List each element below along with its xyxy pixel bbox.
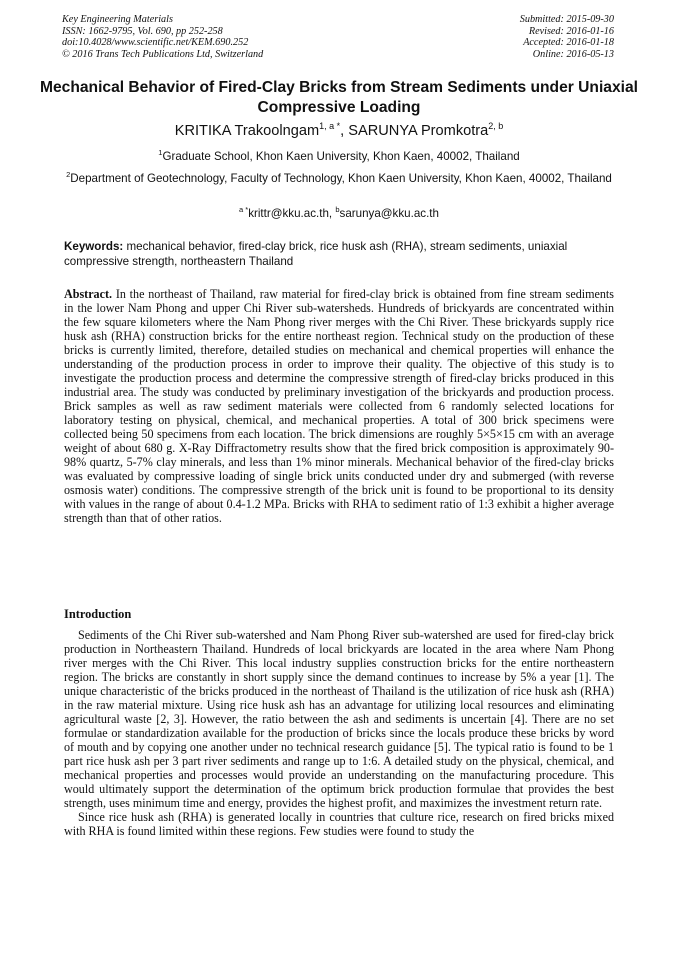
- author-1: KRITIKA Trakoolngam: [174, 123, 320, 139]
- affiliation-2-text: Department of Geotechnology, Faculty of Technology, Khon Kaen University, Khon Kaen, 40002, Thailand: [70, 172, 612, 185]
- online-date: Online: 2016-05-13: [532, 48, 614, 60]
- abstract-text: In the northeast of Thailand, raw material for fired-clay brick is obtained from fine stream sediments in the lower Nam Phong and upper Chi River sub-watersheds. Hundreds of brickyards are concentrated within the few square kilometers where the Nam Phong river merges with the Chi River. These brickyards supply rice husk ash (RHA) construction bricks for the entire northeast region. Technical study on the production of these bricks is currently limited, therefore, detailed studies on mechanical and chemical properties will enhance the understanding of the production process in order to improve their quality. The objective of this study is to investigate the production process and determine the compressive strength of fired-clay bricks produced in this industrial area. The study was conducted by preliminary investigation of the brickyards and production process. Brick samples as well as raw sediment materials were collected from 6 randomly selected locations for laboratory testing on physical, chemical, and mechanical properties. A total of 300 brick specimens were collected being 50 specimens from each location. The brick dimensions are roughly 5×5×15 cm with an average weight of about 680 g. X-Ray Diffractometry results show that the fired brick composition is approximately 90-98% quartz, 5-7% clay minerals, and less than 1% minor minerals. Mechanical behavior of the fired-clay bricks was evaluated by compressive loading of single brick units conducted under dry and submerged (with reverse osmosis water) conditions. The compressive strength of the brick unit is found to be proportional to its density with values in the range of about 0.4-1.2 MPa. Bricks with RHA to sediment ratio of 1:3 exhibit a higher average strength than that of other ratios.: [64, 287, 614, 525]
- author-line: [40, 121, 638, 141]
- affiliation-1-text: Graduate School, Khon Kaen University, Khon Kaen, 40002, Thailand: [162, 150, 520, 163]
- journal-name: Key Engineering Materials: [62, 14, 173, 25]
- email-line: [56, 206, 622, 222]
- paper-title: Mechanical Behavior of Fired-Clay Bricks from Stream Sediments under Uniaxial Compressive Loading: [40, 79, 638, 116]
- affiliation-1: [56, 149, 622, 165]
- email-2-superscript: b: [335, 205, 340, 214]
- revised-date: Revised: 2016-01-16: [528, 25, 614, 37]
- abstract-block: [64, 287, 614, 525]
- intro-paragraph-2: Since rice husk ash (RHA) is generated locally in countries that culture rice, research on fired bricks mixed with RHA is found limited within these regions. Few studies were found to study the: [64, 810, 614, 838]
- affiliation-2: [56, 171, 622, 187]
- author-2-superscript: 2, b: [488, 121, 504, 131]
- author-separator: ,: [340, 123, 349, 139]
- email-1-superscript: a *: [239, 205, 249, 214]
- introduction-body: [64, 628, 614, 838]
- copyright-line: © 2016 Trans Tech Publications Ltd, Switzerland: [62, 48, 264, 60]
- email-1-link[interactable]: krittr@kku.ac.th: [248, 207, 329, 220]
- intro-paragraph-1: Sediments of the Chi River sub-watershed and Nam Phong River sub-watershed are used for fired-clay brick production in Northeastern Thailand. Hundreds of local brickyards are located in the area where Nam Phong river merges with the Chi River. This local industry supplies construction bricks for the entire northeastern region. The bricks are constantly in short supply since the demand continues to increase by 5% a year [1]. The unique characteristic of the bricks produced in the northeast of Thailand is the utilization of rice husk ash (RHA) in the raw material mixture. Using rice husk ash has an advantage for utilizing local resources and eliminating agricultural waste [2, 3]. However, the ratio between the ash and sediments is uncertain [4]. There are no set formulae or standardization available for the production of bricks since the locals produce these bricks by word of mouth and by copying one another under no technical research guidance [5]. The typical ratio is found to be 1 part rice husk ash per 3 part river sediments and range up to 1:6. A detailed study on the physical, chemical, and mechanical properties and processes would provide an understanding on the manufacturing procedure. This would ultimately support the determination of the optimum brick production formulae that provides the best strength, uses minimum time and energy, provides the highest profit, and maximizes the investment return rate.: [64, 628, 614, 810]
- issn-line: ISSN: 1662-9795, Vol. 690, pp 252-258: [62, 25, 223, 37]
- keywords-label: Keywords:: [64, 240, 124, 253]
- journal-header: [62, 14, 263, 60]
- abstract-label: Abstract.: [64, 287, 113, 301]
- email-2-link[interactable]: sarunya@kku.ac.th: [339, 207, 439, 220]
- keywords-block: [64, 240, 614, 269]
- keywords-text: mechanical behavior, fired-clay brick, rice husk ash (RHA), stream sediments, uniaxial compressive strength, northeastern Thailand: [64, 240, 568, 268]
- introduction-heading: Introduction: [64, 607, 132, 621]
- author-1-superscript: 1, a *: [319, 121, 341, 131]
- doi-line[interactable]: doi:10.4028/www.scientific.net/KEM.690.252: [62, 37, 249, 49]
- affiliation-1-superscript: 1: [158, 148, 163, 157]
- dates-header: [520, 14, 614, 60]
- affiliation-2-superscript: 2: [66, 170, 71, 179]
- accepted-date: Accepted: 2016-01-18: [523, 37, 614, 49]
- author-2: SARUNYA Promkotra: [348, 123, 489, 139]
- submitted-date: Submitted: 2015-09-30: [519, 14, 614, 25]
- email-separator: ,: [328, 207, 336, 220]
